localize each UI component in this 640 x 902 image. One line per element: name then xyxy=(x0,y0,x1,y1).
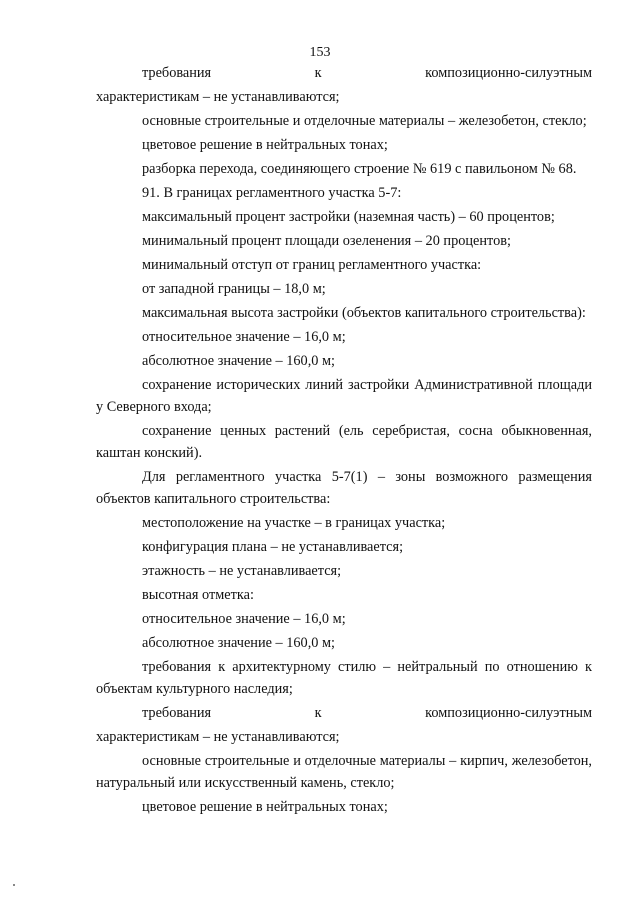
paragraph: максимальный процент застройки (наземная часть) – 60 процентов; xyxy=(142,209,555,225)
paragraph: минимальный процент площади озеленения – 20 процентов; xyxy=(142,233,511,249)
paragraph: местоположение на участке – в границах участка; xyxy=(142,515,446,531)
paragraph: характеристикам – не устанавливаются; xyxy=(96,89,340,105)
paragraph: относительное значение – 16,0 м; xyxy=(142,329,346,345)
document-body xyxy=(96,62,592,820)
paragraph: требования к композиционно-силуэтным xyxy=(142,65,592,81)
paragraph: от западной границы – 18,0 м; xyxy=(142,281,326,297)
paragraph: цветовое решение в нейтральных тонах; xyxy=(142,137,388,153)
paragraph: разборка перехода, соединяющего строение № 619 с павильоном № 68. xyxy=(142,161,577,177)
paragraph: Для регламентного участка 5-7(1) – зоны возможного размещения объектов капитального строительства: xyxy=(96,469,592,507)
paragraph: требования к композиционно-силуэтным xyxy=(142,705,592,721)
paragraph: абсолютное значение – 160,0 м; xyxy=(142,353,336,369)
paragraph: требования к архитектурному стилю – нейтральный по отношению к объектам культурного наследия; xyxy=(96,659,592,697)
scan-speck xyxy=(13,884,15,886)
paragraph: этажность – не устанавливается; xyxy=(142,563,342,579)
paragraph: абсолютное значение – 160,0 м; xyxy=(142,635,336,651)
paragraph: цветовое решение в нейтральных тонах; xyxy=(142,799,388,815)
paragraph: сохранение ценных растений (ель серебристая, сосна обыкновенная, каштан конский). xyxy=(96,423,592,461)
paragraph: минимальный отступ от границ регламентного участка: xyxy=(142,257,482,273)
paragraph: основные строительные и отделочные материалы – кирпич, железобетон, натуральный или искусственный камень, стекло; xyxy=(96,753,592,791)
paragraph: 91. В границах регламентного участка 5-7: xyxy=(142,185,402,201)
paragraph: конфигурация плана – не устанавливается; xyxy=(142,539,404,555)
paragraph: высотная отметка: xyxy=(142,587,254,603)
paragraph: основные строительные и отделочные материалы – железобетон, стекло; xyxy=(142,113,587,129)
paragraph: относительное значение – 16,0 м; xyxy=(142,611,346,627)
paragraph: сохранение исторических линий застройки Административной площади у Северного входа; xyxy=(96,377,592,415)
page-number: 153 xyxy=(309,45,331,60)
paragraph: максимальная высота застройки (объектов капитального строительства): xyxy=(142,305,586,321)
paragraph: характеристикам – не устанавливаются; xyxy=(96,729,340,745)
